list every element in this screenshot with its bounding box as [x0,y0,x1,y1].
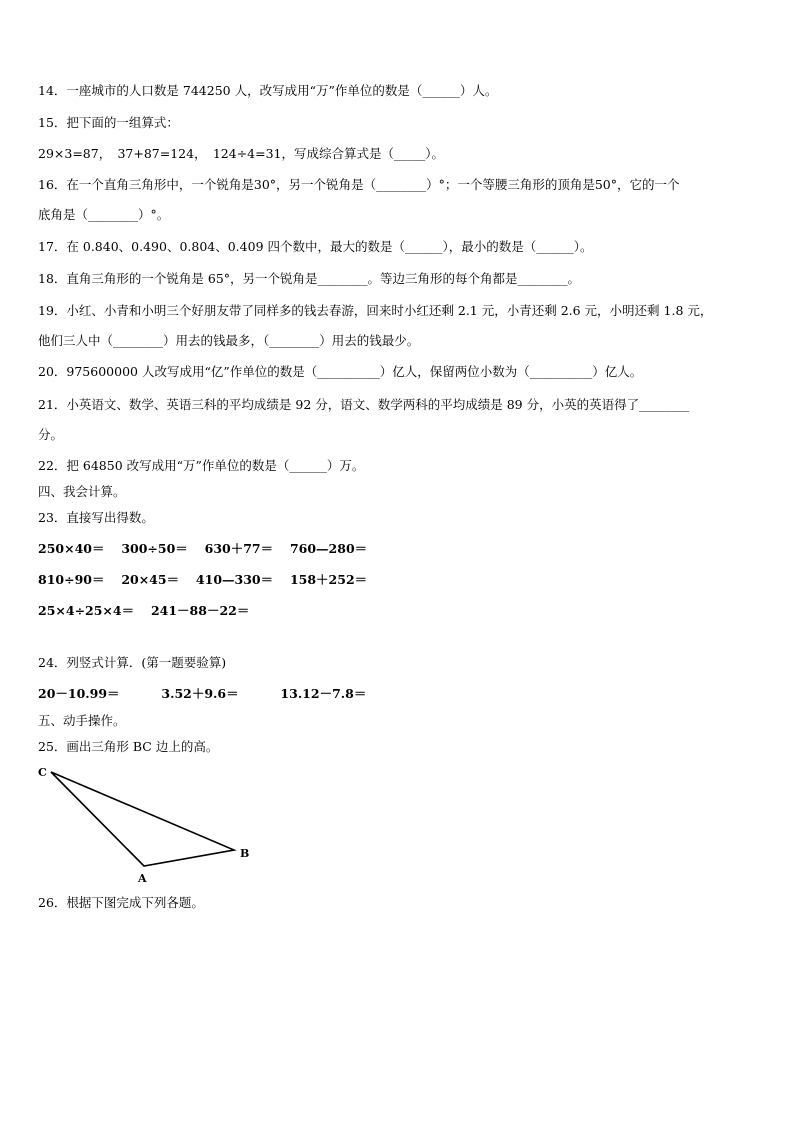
question-25: 25．画出三角形 BC 边上的高。 [38,739,219,754]
question-20: 20．975600000 人改写成用“亿”作单位的数是（__________）亿人，保留两位小数为（__________）亿人。 [38,364,643,379]
question-21-line2: 分。 [38,427,64,442]
question-16-line1: 16．在一个直角三角形中，一个锐角是30°，另一个锐角是（________）°；一个等腰三角形的顶角是50°，它的一个 [38,177,680,192]
section-4-heading: 四、我会计算。 [38,484,126,499]
question-21-line1: 21．小英语文、数学、英语三科的平均成绩是 92 分，语文、数学两科的平均成绩是 89 分，小英的英语得了________ [38,397,690,412]
section-5-heading: 五、动手操作。 [38,713,126,728]
question-14: 14．一座城市的人口数是 744250 人，改写成用“万”作单位的数是（______）人。 [38,83,498,98]
question-18: 18．直角三角形的一个锐角是 65°，另一个锐角是________。等边三角形的每个角都是________。 [38,271,581,286]
triangle-abc [51,772,234,866]
question-15-formulas: 29×3=87， 37+87=124， 124÷4=31，写成综合算式是（_____）。 [38,146,444,161]
question-23-row3: 25×4÷25×4＝ 241－88－22＝ [38,603,250,618]
vertex-a-label: A [138,872,147,885]
question-24-problems: 20－10.99＝ 3.52＋9.6＝ 13.12－7.8＝ [38,686,367,701]
question-24-title: 24．列竖式计算．(第一题要验算) [38,655,227,670]
question-23-row2: 810÷90＝ 20×45＝ 410—330＝ 158＋252＝ [38,572,368,587]
question-23-title: 23．直接写出得数。 [38,510,154,525]
question-15-title: 15．把下面的一组算式： [38,115,179,130]
question-17: 17．在 0.840、0.490、0.804、0.409 四个数中，最大的数是（______），最小的数是（______）。 [38,239,593,254]
question-26: 26．根据下图完成下列各题。 [38,895,204,910]
vertex-b-label: B [240,847,250,860]
question-23-row1: 250×40＝ 300÷50＝ 630＋77＝ 760—280＝ [38,541,368,556]
triangle-figure [34,762,264,887]
vertex-c-label: C [38,766,47,779]
question-22: 22．把 64850 改写成用“万”作单位的数是（______）万。 [38,458,365,473]
question-16-line2: 底角是（________）°。 [38,207,170,222]
question-19-line2: 他们三人中（________）用去的钱最多，（________）用去的钱最少。 [38,333,420,348]
question-19-line1: 19．小红、小青和小明三个好朋友带了同样多的钱去春游，回来时小红还剩 2.1 元，小青还剩 2.6 元，小明还剩 1.8 元， [38,303,713,318]
